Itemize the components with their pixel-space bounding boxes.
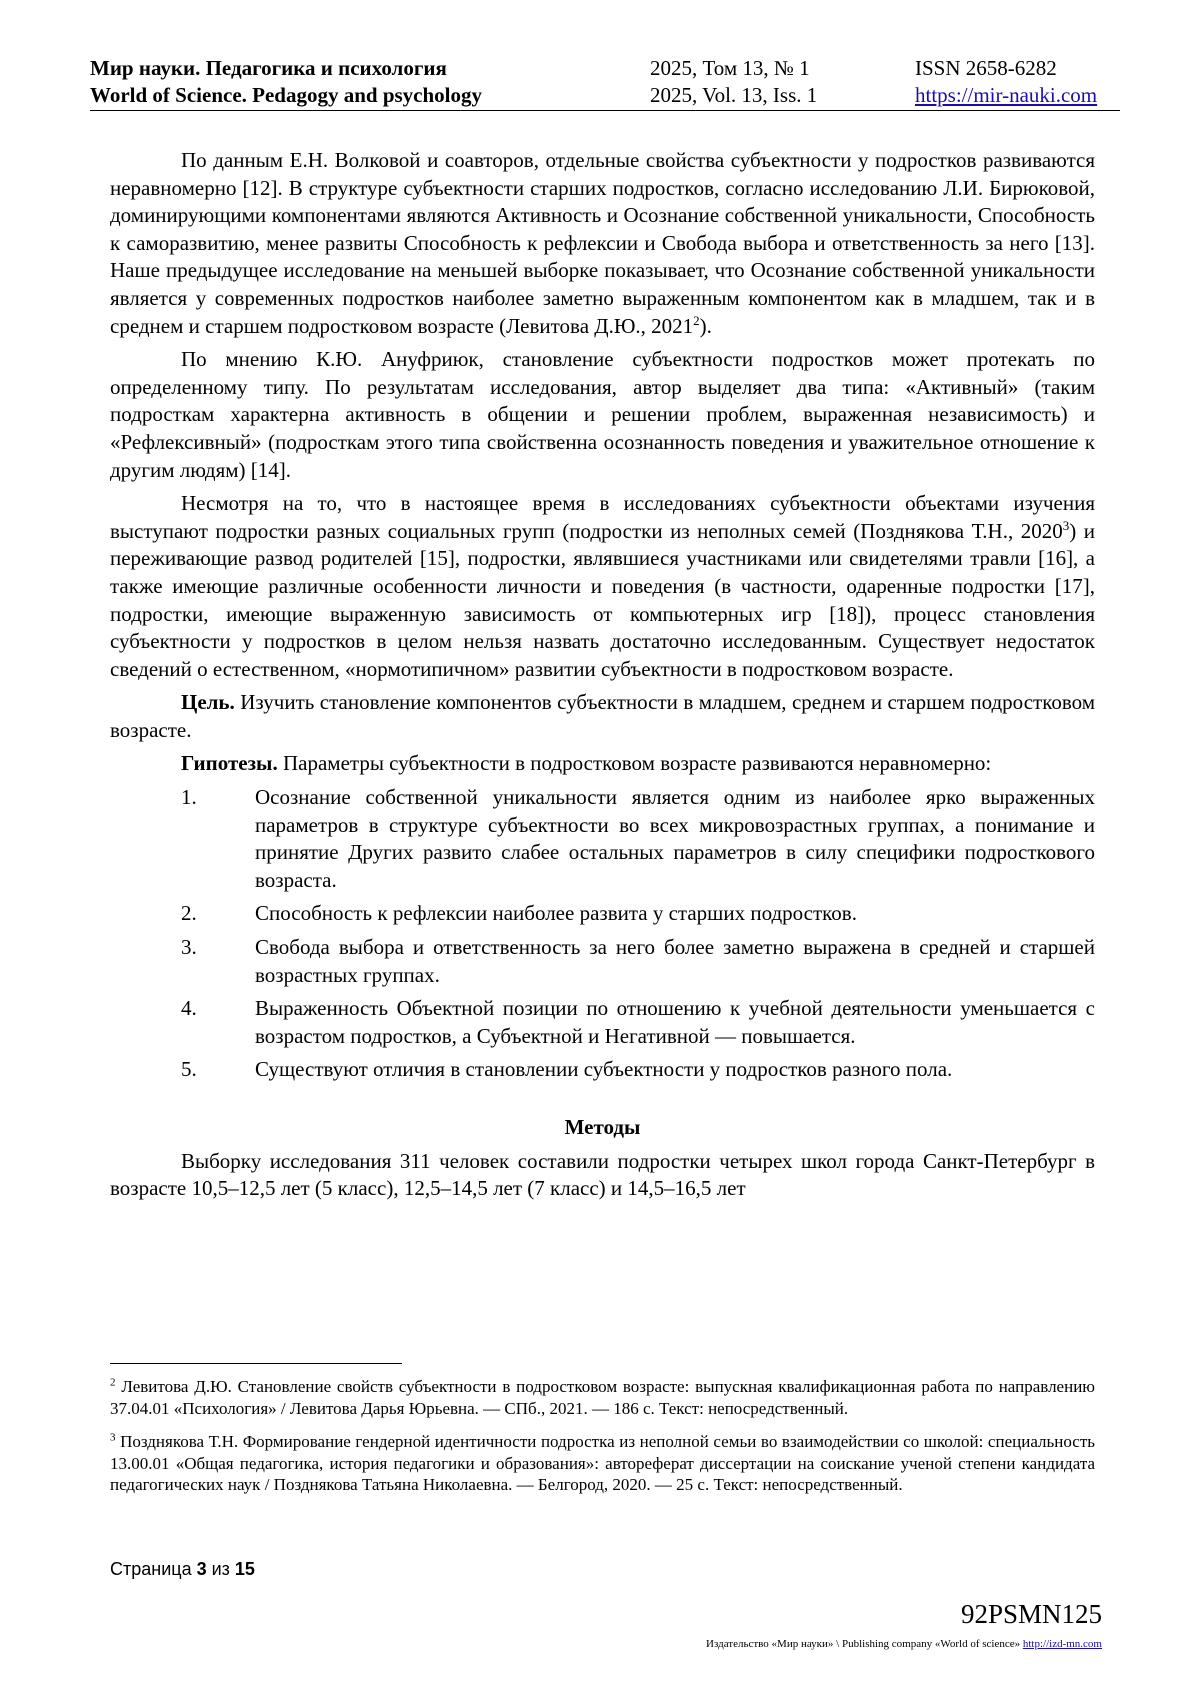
publisher-line: Издательство «Мир науки» \ Publishing company «World of science» http://izd-mn.com <box>706 1638 1102 1650</box>
list-item: 3. Свобода выбора и ответственность за него более заметно выражена в средней и старшей возрастных группах. <box>181 935 1095 987</box>
footnote: $^2$ Левитова Д.Ю. Становление свойств субъектности в подростковом возрасте: выпускная квалификационная работа по направлению 37.04.01 «Психология» / Левитова Дарья Юрьевна. — СПб., 2021. — 186 с. Текст: непосредственный. <box>110 1376 1095 1418</box>
list-item: 1. Осознание собственной уникальности является одним из наиболее ярко выраженных параметров в структуре субъектности во всех микровозрастных группах, а понимание и принятие Других развито слабее остальных параметров в силу специфики подросткового возраста. <box>181 785 1095 892</box>
journal-link[interactable]: https://mir-nauki.com <box>915 83 1098 107</box>
footnote: $^3$ Позднякова Т.Н. Формирование гендерной идентичности подростка из неполной семьи во взаимодействии со школой: специальность 13.00.01 «Общая педагогика, история педагогики и образования»: автореферат диссертации на соискание ученой степени кандидата педагогических наук / Позднякова Татьяна Николаевна. — Белгород, 2020. — 25 с. Текст: непосредственный. <box>110 1431 1095 1495</box>
hypotheses-list <box>110 784 1095 1084</box>
journal-title <box>90 55 482 109</box>
running-header <box>90 55 1120 111</box>
publisher-link[interactable]: http://izd-mn.com <box>1022 1638 1102 1650</box>
section-heading-methods: Методы <box>564 1115 641 1139</box>
issn: ISSN 2658-6282 <box>915 56 1057 80</box>
list-item: 2. Способность к рефлексии наиболее развита у старших подростков. <box>181 901 857 926</box>
journal-title-ru: Мир науки. Педагогика и психология <box>90 56 447 80</box>
article-code: 92PSMN125 <box>960 1599 1102 1629</box>
paragraph: По данным Е.Н. Волковой и соавторов, отдельные свойства субъектности у подростков развиваются неравномерно [12]. В структуре субъектности старших подростков, согласно исследованию Л.И. Бирюковой, доминирующими компонентами являются Активность и Осознание собственной уникальности, Способность к саморазвитию, менее развиты Способность к рефлексии и Свобода выбора и ответственность за него [13]. Наше предыдущее исследование на меньшей выборке показывает, что Осознание собственной уникальности является у современных подростков наиболее заметно выраженным компонентом как в младшем, так и в среднем и старшем подростковом возрасте (Левитова Д.Ю., 2021$^2$). <box>110 148 1095 338</box>
list-item: 5. Существуют отличия в становлении субъектности у подростков разного пола. <box>181 1057 953 1082</box>
footnote-divider <box>110 1363 402 1364</box>
journal-title-en: World of Science. Pedagogy and psychology <box>90 83 483 107</box>
list-item: 4. Выраженность Объектной позиции по отношению к учебной деятельности уменьшается с возрастом подростков, а Субъектной и Негативной — повышается. <box>181 996 1095 1048</box>
paragraph: Выборку исследования 311 человек составили подростки четырех школ города Санкт-Петербург в возрасте 10,5–12,5 лет (5 класс), 12,5–14,5 лет (7 класс) и 14,5–16,5 лет <box>110 1148 1095 1201</box>
goal-paragraph: Цель. Изучить становление компонентов субъектности в младшем, среднем и старшем подростковом возрасте. <box>110 690 1095 742</box>
hypotheses-label: Гипотезы. <box>181 751 278 776</box>
goal-label: Цель. <box>181 690 235 715</box>
paragraph: По мнению К.Ю. Ануфриюк, становление субъектности подростков может протекать по определенному типу. По результатам исследования, автор выделяет два типа: «Активный» (таким подросткам характерна активность в общении и решении проблем, выраженная независимость) и «Рефлексивный» (подросткам этого типа свойственна осознанность поведения и уважительное отношение к другим людям) [14]. <box>110 347 1095 482</box>
issue-ru: 2025, Том 13, № 1 <box>650 56 810 80</box>
issue-info <box>650 55 817 109</box>
footnote-ref[interactable]: 2 <box>693 312 700 328</box>
page-counter: Страница 3 из 15 <box>110 1559 255 1579</box>
paragraph: Несмотря на то, что в настоящее время в исследованиях субъектности объектами изучения выступают подростки разных социальных групп (подростки из неполных семей (Позднякова Т.Н., 2020$^3$) и переживающие развод родителей [15], подростки, являвшиеся участниками или свидетелями травли [16], а также имеющие различные особенности личности и поведения (в частности, одаренные подростки [17], подростки, имеющие выраженную зависимость от компьютерных игр [18]), процесс становления субъектности у подростков в целом нельзя назвать достаточно исследованным. Существует недостаток сведений о естественном, «нормотипичном» развитии субъектности в подростковом возрасте. <box>110 491 1096 681</box>
issn-info <box>915 55 1097 109</box>
article-body <box>110 147 1095 1209</box>
issue-en: 2025, Vol. 13, Iss. 1 <box>650 83 818 107</box>
hypotheses-intro: Гипотезы. Параметры субъектности в подростковом возрасте развиваются неравномерно: <box>181 751 992 776</box>
footnotes <box>110 1376 1095 1508</box>
footnote-ref[interactable]: 3 <box>1062 517 1070 533</box>
